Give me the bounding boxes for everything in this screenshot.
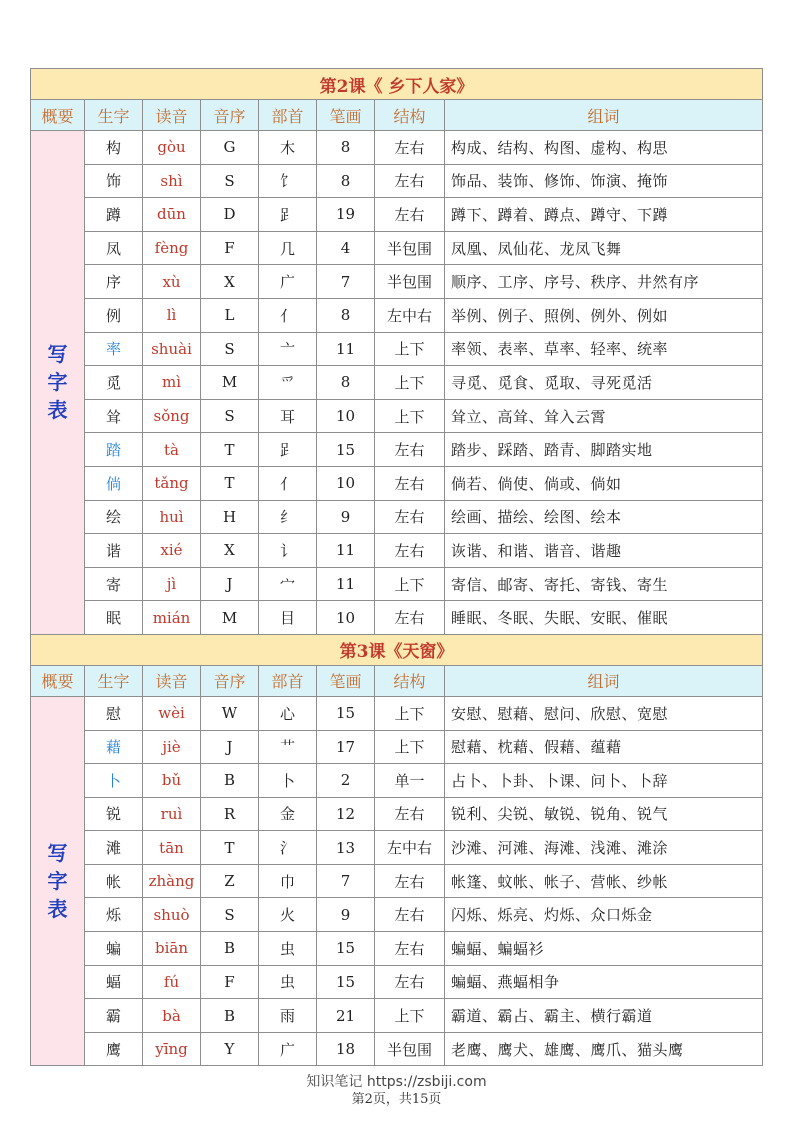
words-cell: 绘画、描绘、绘图、绘本 — [445, 500, 763, 534]
column-header: 概要 — [31, 665, 85, 696]
initial-cell: S — [201, 164, 259, 198]
lesson-title: 第3课《天窗》 — [31, 634, 763, 665]
pinyin-cell: jì — [143, 567, 201, 601]
table-row — [31, 864, 763, 898]
structure-cell: 单一 — [375, 764, 445, 798]
words-cell: 占卜、卜卦、卜课、问卜、卜辞 — [445, 764, 763, 798]
initial-cell: X — [201, 534, 259, 568]
initial-cell: D — [201, 198, 259, 232]
structure-cell: 左右 — [375, 932, 445, 966]
pinyin-cell: shuò — [143, 898, 201, 932]
pinyin-cell: tà — [143, 433, 201, 467]
column-header: 读音 — [143, 665, 201, 696]
pinyin-cell: dūn — [143, 198, 201, 232]
radical-cell: 耳 — [259, 399, 317, 433]
side-label-char: 写 — [47, 342, 68, 367]
structure-cell: 上下 — [375, 567, 445, 601]
radical-cell: 宀 — [259, 567, 317, 601]
vocab-table — [30, 68, 763, 1066]
radical-cell: 金 — [259, 797, 317, 831]
strokes-cell: 12 — [317, 797, 375, 831]
radical-cell: 卜 — [259, 764, 317, 798]
initial-cell: T — [201, 831, 259, 865]
side-label-char: 写 — [47, 841, 68, 866]
words-cell: 睡眠、冬眠、失眠、安眠、催眠 — [445, 601, 763, 635]
structure-cell: 半包围 — [375, 1032, 445, 1066]
char-cell: 蝠 — [85, 965, 143, 999]
strokes-cell: 9 — [317, 898, 375, 932]
radical-cell: 艹 — [259, 730, 317, 764]
structure-cell: 左右 — [375, 500, 445, 534]
initial-cell: T — [201, 466, 259, 500]
radical-cell: 火 — [259, 898, 317, 932]
strokes-cell: 10 — [317, 466, 375, 500]
char-cell: 踏 — [85, 433, 143, 467]
char-cell: 例 — [85, 298, 143, 332]
strokes-cell: 11 — [317, 534, 375, 568]
char-cell: 绘 — [85, 500, 143, 534]
side-label-char: 表 — [47, 398, 68, 423]
side-label — [31, 131, 85, 635]
words-cell: 耸立、高耸、耸入云霄 — [445, 399, 763, 433]
column-header: 生字 — [85, 100, 143, 131]
pinyin-cell: tǎng — [143, 466, 201, 500]
table-row — [31, 164, 763, 198]
pinyin-cell: ruì — [143, 797, 201, 831]
strokes-cell: 7 — [317, 265, 375, 299]
radical-cell: 雨 — [259, 999, 317, 1033]
structure-cell: 半包围 — [375, 231, 445, 265]
words-cell: 慰藉、枕藉、假藉、蕴藉 — [445, 730, 763, 764]
strokes-cell: 11 — [317, 332, 375, 366]
words-cell: 诙谐、和谐、谐音、谐趣 — [445, 534, 763, 568]
footer-site: 知识笔记 https://zsbiji.com — [306, 1074, 487, 1090]
char-cell: 藉 — [85, 730, 143, 764]
char-cell: 饰 — [85, 164, 143, 198]
structure-cell: 左右 — [375, 164, 445, 198]
structure-cell: 左右 — [375, 601, 445, 635]
initial-cell: G — [201, 131, 259, 165]
words-cell: 踏步、踩踏、踏青、脚踏实地 — [445, 433, 763, 467]
pinyin-cell: yīng — [143, 1032, 201, 1066]
table-row — [31, 831, 763, 865]
lesson2-title-row — [31, 69, 763, 100]
table-row — [31, 730, 763, 764]
table-row — [31, 466, 763, 500]
column-header: 结构 — [375, 665, 445, 696]
strokes-cell: 8 — [317, 164, 375, 198]
strokes-cell: 15 — [317, 965, 375, 999]
char-cell: 倘 — [85, 466, 143, 500]
strokes-cell: 10 — [317, 601, 375, 635]
radical-cell: 纟 — [259, 500, 317, 534]
initial-cell: M — [201, 601, 259, 635]
char-cell: 慰 — [85, 696, 143, 730]
words-cell: 顺序、工序、序号、秩序、井然有序 — [445, 265, 763, 299]
radical-cell: 讠 — [259, 534, 317, 568]
column-header: 部首 — [259, 665, 317, 696]
char-cell: 霸 — [85, 999, 143, 1033]
radical-cell: 𧾷 — [259, 433, 317, 467]
words-cell: 倘若、倘使、倘或、倘如 — [445, 466, 763, 500]
structure-cell: 左右 — [375, 198, 445, 232]
table-row — [31, 965, 763, 999]
vocab-sheet — [30, 68, 762, 1066]
pinyin-cell: bǔ — [143, 764, 201, 798]
structure-cell: 左中右 — [375, 298, 445, 332]
initial-cell: W — [201, 696, 259, 730]
char-cell: 锐 — [85, 797, 143, 831]
initial-cell: Y — [201, 1032, 259, 1066]
char-cell: 帐 — [85, 864, 143, 898]
pinyin-cell: tān — [143, 831, 201, 865]
structure-cell: 左右 — [375, 433, 445, 467]
table-row — [31, 500, 763, 534]
pinyin-cell: biān — [143, 932, 201, 966]
column-header: 音序 — [201, 100, 259, 131]
radical-cell: 亻 — [259, 298, 317, 332]
words-cell: 蝙蝠、蝙蝠衫 — [445, 932, 763, 966]
structure-cell: 左右 — [375, 131, 445, 165]
words-cell: 老鹰、鹰犬、雄鹰、鹰爪、猫头鹰 — [445, 1032, 763, 1066]
pinyin-cell: fèng — [143, 231, 201, 265]
table-row — [31, 265, 763, 299]
initial-cell: F — [201, 965, 259, 999]
words-cell: 锐利、尖锐、敏锐、锐角、锐气 — [445, 797, 763, 831]
initial-cell: F — [201, 231, 259, 265]
structure-cell: 上下 — [375, 366, 445, 400]
pinyin-cell: lì — [143, 298, 201, 332]
words-cell: 寻觅、觅食、觅取、寻死觅活 — [445, 366, 763, 400]
structure-cell: 左右 — [375, 965, 445, 999]
strokes-cell: 15 — [317, 932, 375, 966]
initial-cell: L — [201, 298, 259, 332]
words-cell: 饰品、装饰、修饰、饰演、掩饰 — [445, 164, 763, 198]
side-label — [31, 696, 85, 1066]
radical-cell: 𧾷 — [259, 198, 317, 232]
words-cell: 帐篷、蚊帐、帐子、营帐、纱帐 — [445, 864, 763, 898]
radical-cell: 饣 — [259, 164, 317, 198]
initial-cell: S — [201, 399, 259, 433]
table-row — [31, 332, 763, 366]
column-header: 笔画 — [317, 100, 375, 131]
words-cell: 率领、表率、草率、轻率、统率 — [445, 332, 763, 366]
structure-cell: 上下 — [375, 399, 445, 433]
words-cell: 构成、结构、构图、虚构、构思 — [445, 131, 763, 165]
char-cell: 烁 — [85, 898, 143, 932]
structure-cell: 左中右 — [375, 831, 445, 865]
initial-cell: R — [201, 797, 259, 831]
strokes-cell: 8 — [317, 366, 375, 400]
side-label-char: 字 — [47, 869, 68, 894]
pinyin-cell: fú — [143, 965, 201, 999]
table-row — [31, 399, 763, 433]
strokes-cell: 8 — [317, 298, 375, 332]
column-header: 笔画 — [317, 665, 375, 696]
table-row — [31, 534, 763, 568]
char-cell: 寄 — [85, 567, 143, 601]
words-cell: 霸道、霸占、霸主、横行霸道 — [445, 999, 763, 1033]
strokes-cell: 17 — [317, 730, 375, 764]
words-cell: 凤凰、凤仙花、龙凤飞舞 — [445, 231, 763, 265]
initial-cell: J — [201, 730, 259, 764]
pinyin-cell: bà — [143, 999, 201, 1033]
char-cell: 谐 — [85, 534, 143, 568]
table-row — [31, 898, 763, 932]
strokes-cell: 11 — [317, 567, 375, 601]
table-row — [31, 999, 763, 1033]
column-header: 读音 — [143, 100, 201, 131]
strokes-cell: 4 — [317, 231, 375, 265]
table-row — [31, 433, 763, 467]
structure-cell: 上下 — [375, 332, 445, 366]
lesson3-header-row — [31, 665, 763, 696]
radical-cell: 几 — [259, 231, 317, 265]
pinyin-cell: mián — [143, 601, 201, 635]
structure-cell: 半包围 — [375, 265, 445, 299]
strokes-cell: 8 — [317, 131, 375, 165]
char-cell: 鹰 — [85, 1032, 143, 1066]
initial-cell: B — [201, 932, 259, 966]
structure-cell: 上下 — [375, 696, 445, 730]
pinyin-cell: zhàng — [143, 864, 201, 898]
radical-cell: 木 — [259, 131, 317, 165]
footer-page-number: 第2页，共15页 — [351, 1092, 442, 1107]
initial-cell: B — [201, 764, 259, 798]
column-header: 生字 — [85, 665, 143, 696]
words-cell: 闪烁、烁亮、灼烁、众口烁金 — [445, 898, 763, 932]
radical-cell: 虫 — [259, 965, 317, 999]
char-cell: 凤 — [85, 231, 143, 265]
initial-cell: H — [201, 500, 259, 534]
structure-cell: 上下 — [375, 730, 445, 764]
words-cell: 举例、例子、照例、例外、例如 — [445, 298, 763, 332]
strokes-cell: 10 — [317, 399, 375, 433]
lesson3-title-row — [31, 634, 763, 665]
pinyin-cell: shì — [143, 164, 201, 198]
pinyin-cell: gòu — [143, 131, 201, 165]
words-cell: 安慰、慰藉、慰问、欣慰、宽慰 — [445, 696, 763, 730]
strokes-cell: 19 — [317, 198, 375, 232]
char-cell: 觅 — [85, 366, 143, 400]
structure-cell: 左右 — [375, 864, 445, 898]
char-cell: 蹲 — [85, 198, 143, 232]
side-label-char: 字 — [47, 370, 68, 395]
char-cell: 构 — [85, 131, 143, 165]
char-cell: 滩 — [85, 831, 143, 865]
radical-cell: 亠 — [259, 332, 317, 366]
words-cell: 寄信、邮寄、寄托、寄钱、寄生 — [445, 567, 763, 601]
strokes-cell: 2 — [317, 764, 375, 798]
table-row — [31, 366, 763, 400]
radical-cell: 巾 — [259, 864, 317, 898]
char-cell: 眠 — [85, 601, 143, 635]
side-label-char: 表 — [47, 897, 68, 922]
pinyin-cell: shuài — [143, 332, 201, 366]
char-cell: 率 — [85, 332, 143, 366]
column-header: 概要 — [31, 100, 85, 131]
radical-cell: 氵 — [259, 831, 317, 865]
lesson-title: 第2课《 乡下人家》 — [31, 69, 763, 100]
char-cell: 序 — [85, 265, 143, 299]
pinyin-cell: huì — [143, 500, 201, 534]
lesson2-header-row — [31, 100, 763, 131]
structure-cell: 左右 — [375, 898, 445, 932]
radical-cell: 广 — [259, 1032, 317, 1066]
structure-cell: 上下 — [375, 999, 445, 1033]
words-cell: 蹲下、蹲着、蹲点、蹲守、下蹲 — [445, 198, 763, 232]
initial-cell: S — [201, 898, 259, 932]
initial-cell: X — [201, 265, 259, 299]
strokes-cell: 18 — [317, 1032, 375, 1066]
initial-cell: T — [201, 433, 259, 467]
char-cell: 耸 — [85, 399, 143, 433]
radical-cell: 心 — [259, 696, 317, 730]
table-row — [31, 932, 763, 966]
words-cell: 沙滩、河滩、海滩、浅滩、滩涂 — [445, 831, 763, 865]
table-row — [31, 131, 763, 165]
pinyin-cell: mì — [143, 366, 201, 400]
column-header: 结构 — [375, 100, 445, 131]
radical-cell: 广 — [259, 265, 317, 299]
radical-cell: 亻 — [259, 466, 317, 500]
column-header: 组词 — [445, 665, 763, 696]
initial-cell: S — [201, 332, 259, 366]
table-row — [31, 601, 763, 635]
table-row — [31, 298, 763, 332]
table-row — [31, 567, 763, 601]
table-row — [31, 696, 763, 730]
table-row — [31, 797, 763, 831]
structure-cell: 左右 — [375, 797, 445, 831]
radical-cell: 目 — [259, 601, 317, 635]
pinyin-cell: wèi — [143, 696, 201, 730]
strokes-cell: 15 — [317, 696, 375, 730]
initial-cell: B — [201, 999, 259, 1033]
initial-cell: Z — [201, 864, 259, 898]
table-row — [31, 1032, 763, 1066]
radical-cell: 虫 — [259, 932, 317, 966]
column-header: 音序 — [201, 665, 259, 696]
column-header: 部首 — [259, 100, 317, 131]
table-row — [31, 198, 763, 232]
strokes-cell: 21 — [317, 999, 375, 1033]
strokes-cell: 9 — [317, 500, 375, 534]
words-cell: 蝙蝠、燕蝠相争 — [445, 965, 763, 999]
pinyin-cell: xù — [143, 265, 201, 299]
char-cell: 卜 — [85, 764, 143, 798]
strokes-cell: 13 — [317, 831, 375, 865]
pinyin-cell: xié — [143, 534, 201, 568]
initial-cell: M — [201, 366, 259, 400]
structure-cell: 左右 — [375, 466, 445, 500]
strokes-cell: 7 — [317, 864, 375, 898]
strokes-cell: 15 — [317, 433, 375, 467]
table-row — [31, 231, 763, 265]
initial-cell: J — [201, 567, 259, 601]
table-row — [31, 764, 763, 798]
radical-cell: 爫 — [259, 366, 317, 400]
column-header: 组词 — [445, 100, 763, 131]
char-cell: 蝙 — [85, 932, 143, 966]
pinyin-cell: sǒng — [143, 399, 201, 433]
pinyin-cell: jiè — [143, 730, 201, 764]
structure-cell: 左右 — [375, 534, 445, 568]
